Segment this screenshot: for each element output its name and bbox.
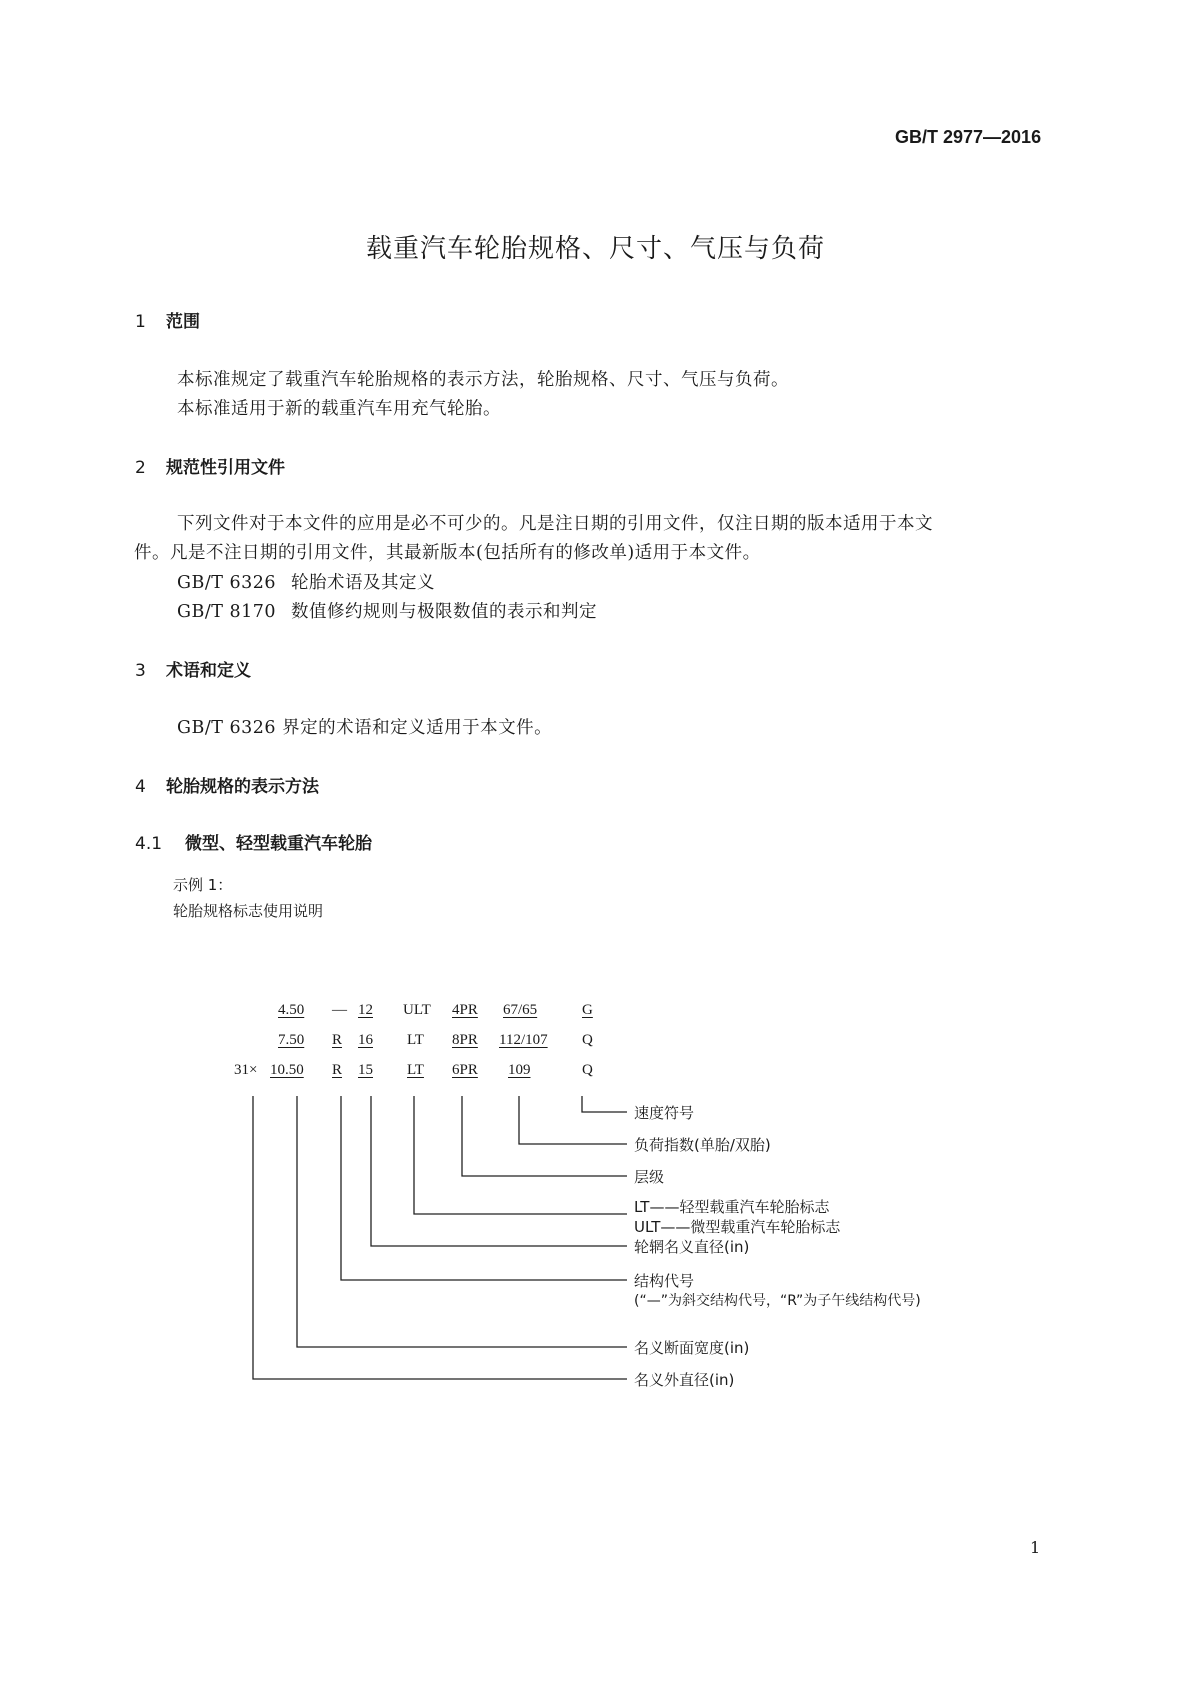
section-title: 范围 xyxy=(166,312,200,332)
label-speed-symbol: 速度符号 xyxy=(634,1104,695,1122)
label-load-index: 负荷指数(单胎/双胎) xyxy=(634,1136,771,1154)
label-ult: ULT——微型载重汽车轮胎标志 xyxy=(634,1218,841,1236)
spec-type: ULT xyxy=(403,1002,431,1018)
spec-width: 4.50 xyxy=(278,1002,305,1018)
spec-type: LT xyxy=(407,1032,424,1048)
reference-title: 轮胎术语及其定义 xyxy=(291,573,435,593)
leader-rim xyxy=(371,1096,627,1246)
paragraph: GB/T 6326 界定的术语和定义适用于本文件。 xyxy=(177,718,553,738)
section-number: 4 xyxy=(135,777,146,797)
label-rim-diameter: 轮辋名义直径(in) xyxy=(634,1238,750,1256)
spec-rim: 12 xyxy=(358,1002,373,1018)
spec-ply: 8PR xyxy=(452,1032,478,1048)
paragraph: 本标准规定了载重汽车轮胎规格的表示方法，轮胎规格、尺寸、气压与负荷。 xyxy=(177,370,789,390)
label-construction-note: (“—”为斜交结构代号，“R”为子午线结构代号) xyxy=(634,1293,921,1309)
spec-speed: G xyxy=(582,1002,593,1018)
spec-load: 67/65 xyxy=(503,1002,538,1018)
label-construction: 结构代号 xyxy=(634,1272,695,1290)
section-title: 术语和定义 xyxy=(166,661,251,681)
paragraph: 件。凡是不注日期的引用文件，其最新版本(包括所有的修改单)适用于本文件。 xyxy=(134,543,761,563)
label-section-width: 名义断面宽度(in) xyxy=(634,1339,750,1357)
leader-speed xyxy=(582,1096,627,1112)
spec-width: 10.50 xyxy=(270,1062,304,1078)
spec-rim: 15 xyxy=(358,1062,373,1078)
spec-rim: 16 xyxy=(358,1032,373,1048)
label-outer-diameter: 名义外直径(in) xyxy=(634,1371,735,1389)
paragraph: 本标准适用于新的载重汽车用充气轮胎。 xyxy=(177,399,501,419)
subsection-number: 4.1 xyxy=(135,834,163,854)
standard-number: GB/T 2977—2016 xyxy=(895,127,1042,147)
leader-ply xyxy=(462,1096,627,1176)
subsection-title: 微型、轻型载重汽车轮胎 xyxy=(185,834,372,854)
section-title: 轮胎规格的表示方法 xyxy=(166,777,319,797)
reference-title: 数值修约规则与极限数值的表示和判定 xyxy=(291,602,597,622)
spec-ply: 6PR xyxy=(452,1062,478,1078)
section-title: 规范性引用文件 xyxy=(166,458,285,478)
paragraph: 下列文件对于本文件的应用是必不可少的。凡是注日期的引用文件，仅注日期的版本适用于本文 xyxy=(177,514,933,534)
section-number: 2 xyxy=(135,458,146,478)
section-number: 3 xyxy=(135,661,146,681)
label-lt: LT——轻型载重汽车轮胎标志 xyxy=(634,1198,830,1216)
section-number: 1 xyxy=(135,312,146,332)
leader-construction xyxy=(341,1096,627,1280)
page-number: 1 xyxy=(1030,1538,1041,1557)
spec-width: 7.50 xyxy=(278,1032,305,1048)
spec-prefix: 31× xyxy=(234,1062,258,1078)
spec-construction: R xyxy=(332,1062,343,1078)
leader-type xyxy=(414,1096,627,1214)
spec-construction: — xyxy=(332,1002,347,1018)
spec-ply: 4PR xyxy=(452,1002,478,1018)
leader-load-index xyxy=(519,1096,627,1144)
spec-construction: R xyxy=(332,1032,343,1048)
spec-speed: Q xyxy=(582,1032,593,1048)
spec-type: LT xyxy=(407,1062,424,1078)
spec-load: 109 xyxy=(508,1062,531,1078)
example-label: 示例 1： xyxy=(173,876,233,894)
spec-load: 112/107 xyxy=(499,1032,548,1048)
leader-outer-diameter xyxy=(253,1096,627,1379)
spec-speed: Q xyxy=(582,1062,593,1078)
example-caption: 轮胎规格标志使用说明 xyxy=(173,902,324,920)
reference-code: GB/T 8170 xyxy=(177,602,277,622)
document-title: 载重汽车轮胎规格、尺寸、气压与负荷 xyxy=(365,234,825,264)
label-ply-rating: 层级 xyxy=(634,1168,665,1186)
reference-code: GB/T 6326 xyxy=(177,573,277,593)
